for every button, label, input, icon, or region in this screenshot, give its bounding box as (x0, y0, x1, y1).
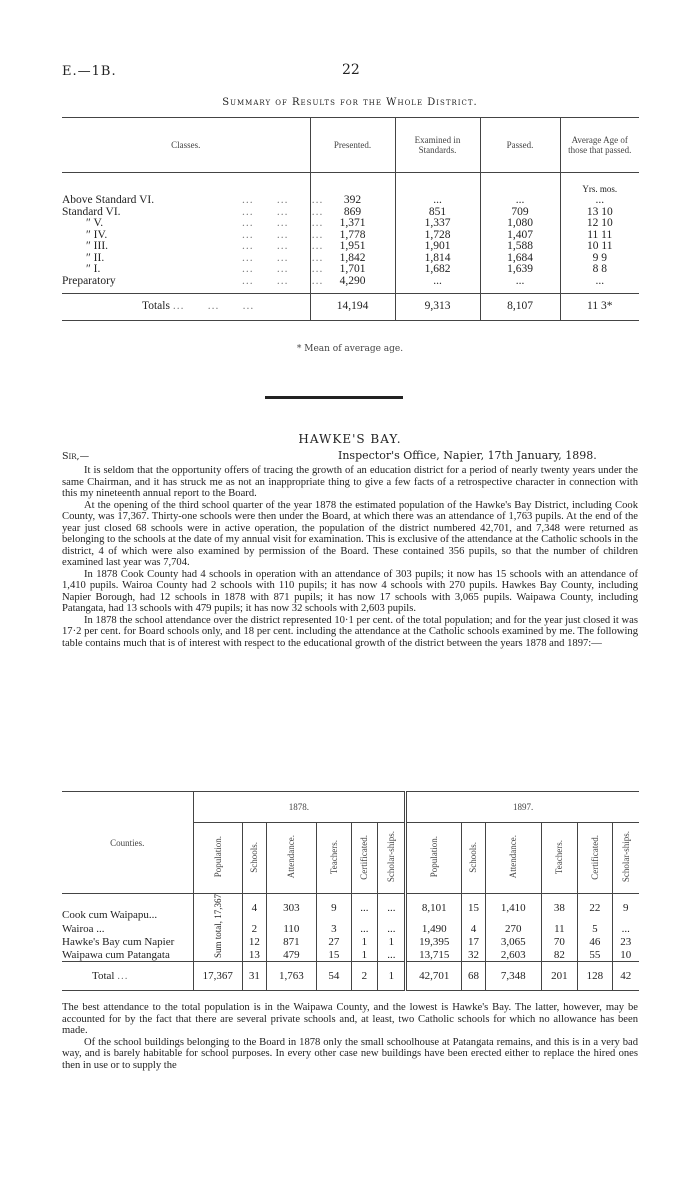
col-average-age: Average Age of those that passed. (560, 118, 639, 173)
growth-total-row: Total ... 17,367 31 1,763 54 2 1 42,701 68 7,348 201 128 42 (62, 962, 639, 991)
section-divider (265, 396, 403, 399)
summary-row: ″ III. ... ... ... 1,951 1,901 1,588 10 11 (62, 241, 639, 253)
summary-row: ″ IV. ... ... ... 1,778 1,728 1,407 11 11 (62, 230, 639, 242)
paragraph: In 1878 the school attendance over the district represented 10·1 per cent. of the total population; and for the year just closed it was 17·2 per cent. for Board schools only, and 18 per cent. including the attendance at the Catholic schools examined by me. The following table contains much that is of interest with respect to the educational growth of the district between the years 1878 and 1897:— (62, 614, 638, 649)
col-schools: Schools. (462, 823, 486, 894)
growth-table (62, 791, 639, 991)
paragraph: At the opening of the third school quarter of the year 1878 the estimated population of the Hawke's Bay District, including Cook County, was 17,367. Thirty-one schools were then under the Board, at which there was an attendance of 1,763 pupils. At the end of the year just closed 68 schools were in active operation, the population of the district numbered 42,701, and 7,348 were returned as belonging to the schools at the date of my annual visit for examination. This is exclusive of the attendance at the Catholic schools in the district, 4 of which were also examined by permission of the Board. These contained 356 pupils, so that the number of children examined last year was 7,704. (62, 499, 638, 568)
summary-totals-row: Totals ... ... ... 14,194 9,313 8,107 11 3* (62, 294, 639, 321)
summary-row: ″ V. ... ... ... 1,371 1,337 1,080 12 10 (62, 218, 639, 230)
summary-title: Summary of Results for the Whole District. (222, 97, 478, 108)
dateline: Inspector's Office, Napier, 17th January, 1898. (338, 449, 597, 462)
summary-table (62, 117, 639, 321)
paragraph: Of the school buildings belonging to the Board in 1878 only the small schoolhouse at Patangata remains, and this is in a very bad way, and is barely habitable for school purposes. In every other case new buildings have been erected either to replace the hired ones then in use or to supply the (62, 1036, 638, 1071)
summary-row: Above Standard VI. ... ... ... 392 ... ... ... (62, 195, 639, 207)
summary-row: ″ I. ... ... ... 1,701 1,682 1,639 8 8 (62, 264, 639, 276)
paragraph: It is seldom that the opportunity offers of tracing the growth of an education district for a period of nearly twenty years under the same Chairman, and it has struck me as not an inappropriate thing to give a few facts of a retrospective character in connection with this my nineteenth annual report to the Board. (62, 465, 638, 499)
summary-row: ″ II. ... ... ... 1,842 1,814 1,684 9 9 (62, 253, 639, 265)
year-1897: 1897. (406, 792, 639, 823)
col-schools: Schools. (243, 823, 267, 894)
col-attendance: Attendance. (266, 823, 317, 894)
col-presented: Presented. (310, 118, 395, 173)
col-certificated: Certificated. (578, 823, 612, 894)
col-population: Population. (406, 823, 462, 894)
summary-row: Preparatory ... ... ... 4,290 ... ... ... (62, 276, 639, 294)
growth-row: Waipawa cum Patangata 13 479 15 1 ... 13,715 32 2,603 82 55 10 (62, 948, 639, 962)
salutation: Sir,— (62, 451, 90, 462)
paragraph: In 1878 Cook County had 4 schools in operation with an attendance of 303 pupils; it now has 15 schools with an attendance of 1,410 pupils. Wairoa County had 2 schools with 110 pupils; it has now 4 schools with 270 pupils. Hawkes Bay County, including Napier Borough, had 12 schools in 1878 with 871 pupils; it has now 17 schools with 3,065 pupils. Waipawa County, including Patangata, had 13 schools with 479 pupils; it has now 32 schools with 2,603 pupils. (62, 568, 638, 614)
col-counties: Counties. (62, 792, 193, 894)
col-attendance: Attendance. (485, 823, 541, 894)
report-body-continued (62, 1002, 638, 1071)
col-teachers: Teachers. (317, 823, 351, 894)
col-certificated: Certificated. (351, 823, 378, 894)
sum-total-note: Sum total, 17,367 (212, 894, 223, 959)
report-body (62, 465, 638, 649)
age-units: Yrs. mos. (560, 173, 639, 196)
col-classes: Classes. (62, 118, 310, 173)
growth-row: Wairoa ... 2 110 3 ... ... 1,490 4 270 11 5 ... (62, 922, 639, 935)
col-examined: Examined in Standards. (395, 118, 480, 173)
col-scholarships: Scholar-ships. (378, 823, 406, 894)
section-title: HAWKE'S BAY. (298, 432, 402, 446)
col-teachers: Teachers. (541, 823, 578, 894)
growth-row: Cook cum Waipapu... Sum total, 17,367 4 303 9 ... ... 8,101 15 1,410 38 22 9 (62, 894, 639, 923)
summary-row: Standard VI. ... ... ... 869 851 709 13 10 (62, 207, 639, 219)
document-code: E.—1B. (62, 64, 117, 79)
year-1878: 1878. (193, 792, 406, 823)
col-scholarships: Scholar-ships. (612, 823, 639, 894)
col-population: Population. (193, 823, 242, 894)
footnote: * Mean of average age. (296, 344, 404, 354)
col-passed: Passed. (480, 118, 560, 173)
page-number: 22 (342, 62, 360, 78)
growth-row: Hawke's Bay cum Napier 12 871 27 1 1 19,395 17 3,065 70 46 23 (62, 935, 639, 948)
paragraph: The best attendance to the total population is in the Waipawa County, and the lowest is Hawke's Bay. The latter, however, may be accounted for by the fact that there are several private schools and, at least, two Catholic schools for which no allowance has been made. (62, 1002, 638, 1036)
